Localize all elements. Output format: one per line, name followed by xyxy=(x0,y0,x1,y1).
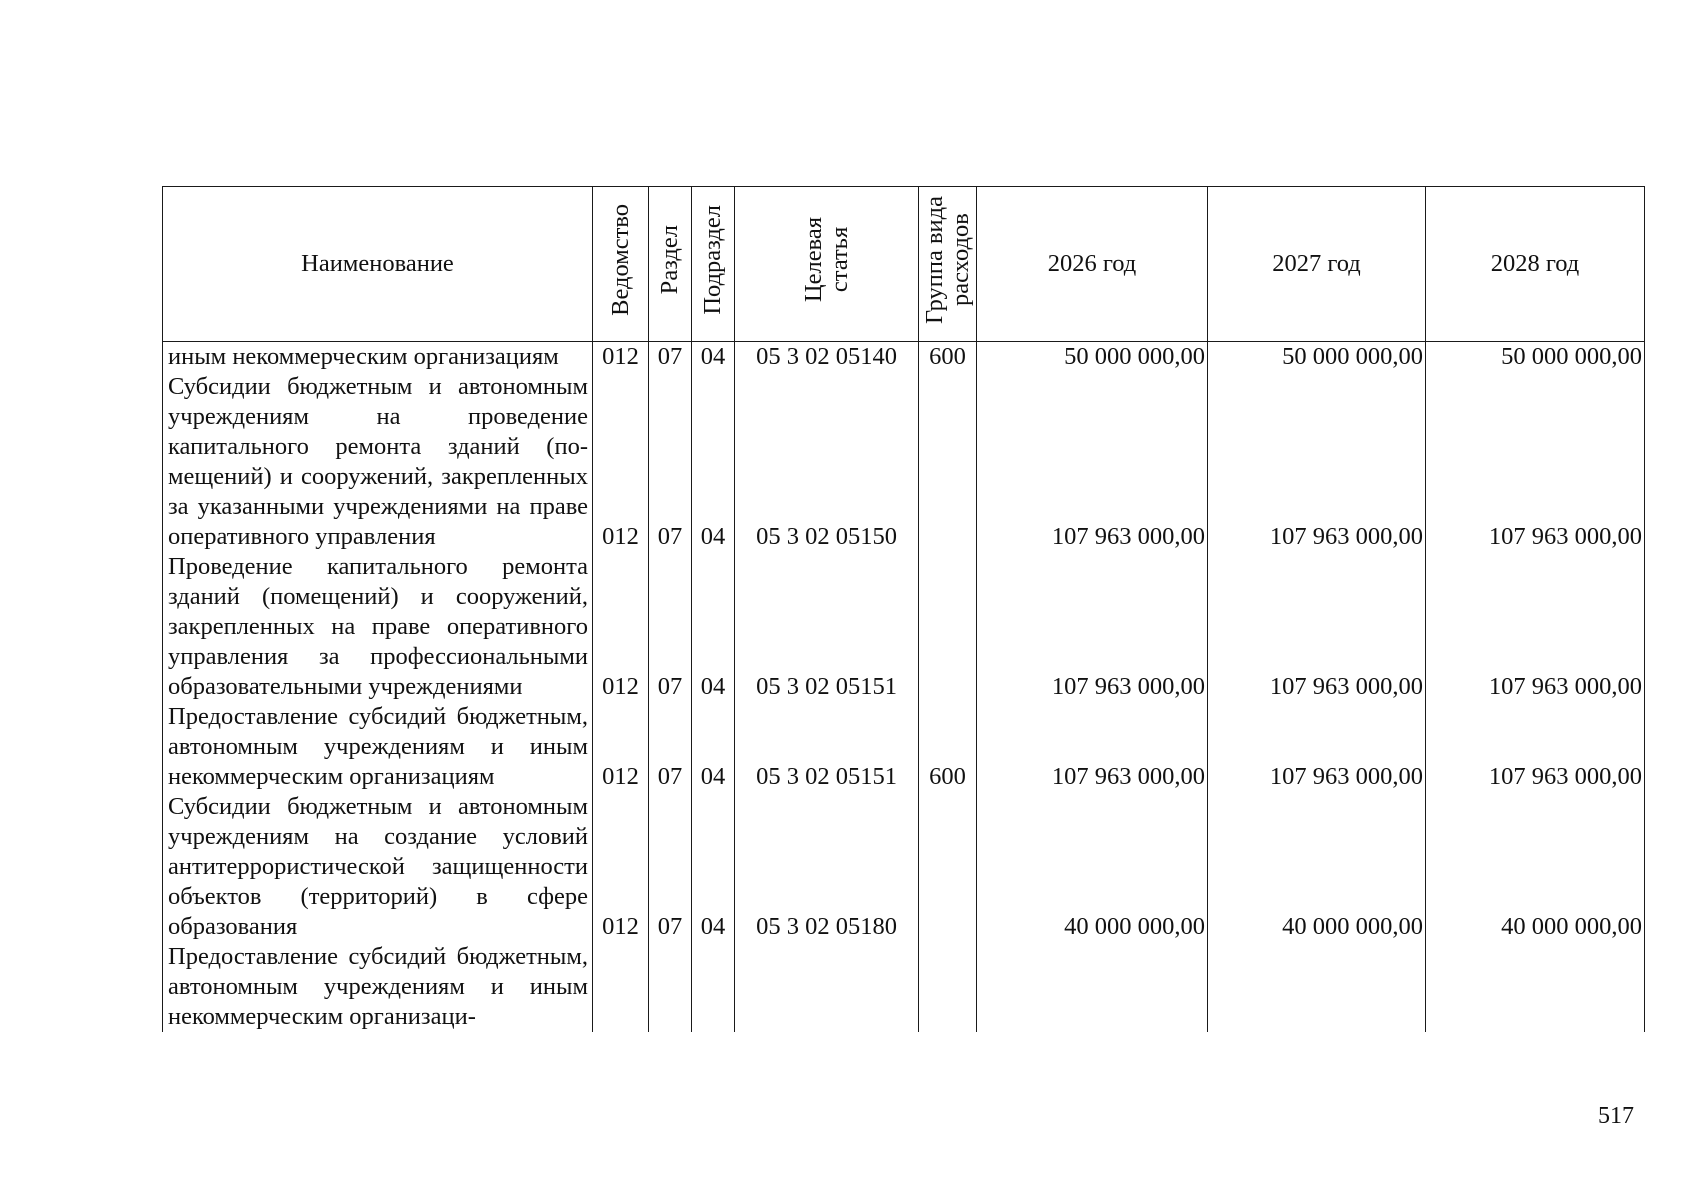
row-amount-2026: 107 963 000,00 xyxy=(977,702,1208,792)
row-expense-group xyxy=(919,942,977,1032)
row-amount-2027 xyxy=(1208,942,1426,1032)
row-department: 012 xyxy=(593,342,649,373)
row-name: Проведение капитального ремонта зданий (помещений) и сооружений, закрепленных на праве оперативного управления за профессиональными образовательными учреждениями xyxy=(163,552,593,702)
row-department xyxy=(593,942,649,1032)
row-name: Предоставление субсидий бюджетным, автономным учреждениям и иным некоммерческим организаци- xyxy=(163,942,593,1032)
row-amount-2026: 107 963 000,00 xyxy=(977,552,1208,702)
row-department: 012 xyxy=(593,702,649,792)
table-row xyxy=(163,372,1645,552)
header-row xyxy=(163,187,1645,342)
header-department: Ведомство xyxy=(593,187,649,342)
header-name: Наименование xyxy=(163,187,593,342)
row-amount-2028: 107 963 000,00 xyxy=(1426,702,1645,792)
row-target-article xyxy=(735,942,919,1032)
table-row xyxy=(163,942,1645,1032)
row-amount-2026: 50 000 000,00 xyxy=(977,342,1208,373)
row-amount-2027: 50 000 000,00 xyxy=(1208,342,1426,373)
row-amount-2028: 40 000 000,00 xyxy=(1426,792,1645,942)
row-amount-2026: 40 000 000,00 xyxy=(977,792,1208,942)
row-name: Предоставление субсидий бюджетным, автономным учреждениям и иным некоммерческим организациям xyxy=(163,702,593,792)
header-section: Раздел xyxy=(649,187,692,342)
row-expense-group xyxy=(919,792,977,942)
row-amount-2027: 40 000 000,00 xyxy=(1208,792,1426,942)
row-subsection: 04 xyxy=(692,342,735,373)
header-year-2026: 2026 год xyxy=(977,187,1208,342)
row-section: 07 xyxy=(649,552,692,702)
row-section: 07 xyxy=(649,792,692,942)
row-name: Субсидии бюджетным и автономным учреждениям на проведение капитального ремонта зданий (помещений) и сооружений, закрепленных за указанными учреждениями на праве оперативного управления xyxy=(163,372,593,552)
row-target-article: 05 3 02 05140 xyxy=(735,342,919,373)
header-year-2028: 2028 год xyxy=(1426,187,1645,342)
header-subsection: Подраздел xyxy=(692,187,735,342)
header-expense-group: Группа вида расходов xyxy=(919,187,977,342)
row-amount-2027: 107 963 000,00 xyxy=(1208,702,1426,792)
row-target-article: 05 3 02 05180 xyxy=(735,792,919,942)
row-amount-2027: 107 963 000,00 xyxy=(1208,552,1426,702)
row-name: Субсидии бюджетным и автономным учреждениям на создание условий антитеррористической защищенности объектов (территорий) в сфере образования xyxy=(163,792,593,942)
row-section: 07 xyxy=(649,702,692,792)
row-amount-2028: 107 963 000,00 xyxy=(1426,552,1645,702)
table-row xyxy=(163,792,1645,942)
row-amount-2026: 107 963 000,00 xyxy=(977,372,1208,552)
row-amount-2028 xyxy=(1426,942,1645,1032)
row-subsection: 04 xyxy=(692,702,735,792)
page-number: 517 xyxy=(1598,1103,1634,1129)
row-amount-2028: 107 963 000,00 xyxy=(1426,372,1645,552)
row-section: 07 xyxy=(649,342,692,373)
row-expense-group: 600 xyxy=(919,342,977,373)
row-amount-2027: 107 963 000,00 xyxy=(1208,372,1426,552)
row-expense-group xyxy=(919,372,977,552)
header-year-2027: 2027 год xyxy=(1208,187,1426,342)
row-subsection: 04 xyxy=(692,372,735,552)
row-section: 07 xyxy=(649,372,692,552)
row-expense-group xyxy=(919,552,977,702)
table-row xyxy=(163,342,1645,373)
row-target-article: 05 3 02 05151 xyxy=(735,552,919,702)
row-target-article: 05 3 02 05150 xyxy=(735,372,919,552)
row-name: иным некоммерческим организациям xyxy=(163,342,593,373)
row-department: 012 xyxy=(593,792,649,942)
row-expense-group: 600 xyxy=(919,702,977,792)
table-row xyxy=(163,702,1645,792)
row-department: 012 xyxy=(593,552,649,702)
row-subsection: 04 xyxy=(692,792,735,942)
row-amount-2026 xyxy=(977,942,1208,1032)
row-amount-2028: 50 000 000,00 xyxy=(1426,342,1645,373)
table-row xyxy=(163,552,1645,702)
row-subsection: 04 xyxy=(692,552,735,702)
header-target-article: Целевая статья xyxy=(735,187,919,342)
row-subsection xyxy=(692,942,735,1032)
row-department: 012 xyxy=(593,372,649,552)
row-section xyxy=(649,942,692,1032)
row-target-article: 05 3 02 05151 xyxy=(735,702,919,792)
budget-table xyxy=(162,186,1645,1032)
